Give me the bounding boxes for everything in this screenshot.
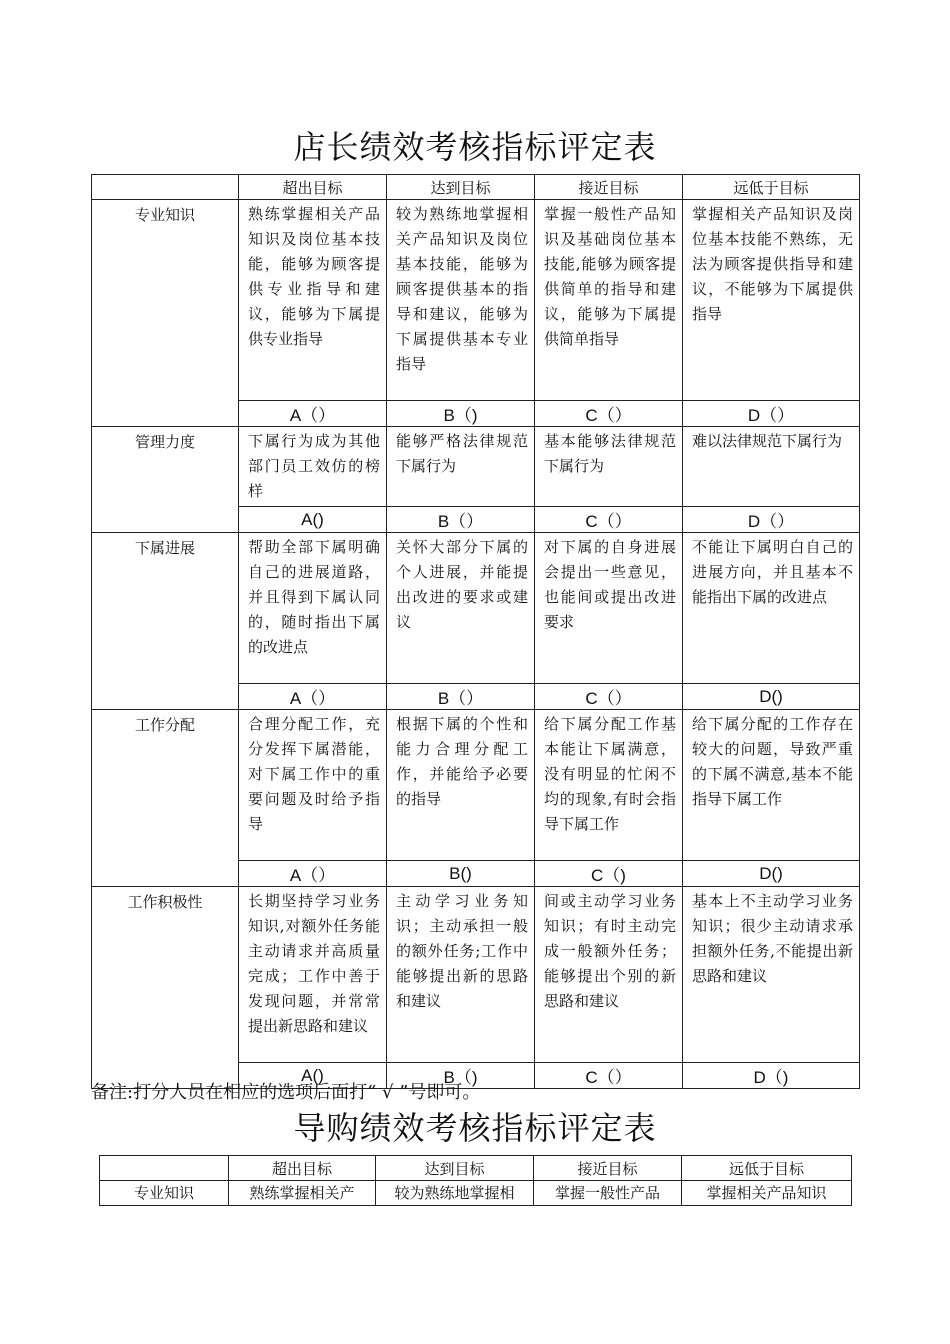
criteria-cell: 较为熟练地掌握相关产品知识及岗位基本技能，能够为顾客提供基本的指导和建议，能够为下属提供基本专业指导: [387, 200, 535, 401]
grade-option-b[interactable]: B（）: [387, 684, 535, 710]
grade-option-d[interactable]: D（）: [683, 507, 860, 533]
grade-option-c[interactable]: C（): [535, 861, 683, 887]
table-row: [92, 200, 860, 401]
page-title: 店长绩效考核指标评定表: [293, 128, 657, 166]
header-exceeds: 超出目标: [229, 1156, 376, 1181]
criteria-cell: 下属行为成为其他部门员工效仿的榜样: [239, 427, 387, 507]
header-meets: 达到目标: [387, 175, 535, 200]
criteria-cell: 掌握一般性产品知识及基础岗位基本技能,能够为顾客提供简单的指导和建议，能够为下属提供简单指导: [535, 200, 683, 401]
criteria-cell: 合理分配工作，充分发挥下属潜能，对下属工作中的重要问题及时给予指导: [239, 710, 387, 861]
grade-option-b[interactable]: B(): [387, 861, 535, 887]
table-row: [100, 1181, 852, 1206]
grade-option-d[interactable]: D(): [683, 861, 860, 887]
grade-option-d[interactable]: D（）: [683, 401, 860, 427]
table-row: [92, 533, 860, 684]
grade-option-a[interactable]: A（）: [239, 401, 387, 427]
criteria-cell: 掌握相关产品知识及岗位基本技能不熟练，无法为顾客提供指导和建议，不能够为下属提供指导: [683, 200, 860, 401]
category-cell: 管理力度: [92, 427, 239, 533]
second-page-title: 导购绩效考核指标评定表: [293, 1109, 657, 1147]
criteria-cell: 基本上不主动学习业务知识；很少主动请求承担额外任务,不能提出新思路和建议: [683, 887, 860, 1063]
criteria-cell: 关怀大部分下属的个人进展，并能提出改进的要求或建议: [387, 533, 535, 684]
grade-option-d[interactable]: D(): [683, 684, 860, 710]
category-cell: 工作积极性: [92, 887, 239, 1089]
criteria-cell: 较为熟练地掌握相: [376, 1181, 534, 1206]
criteria-cell: 主动学习业务知识；主动承担一般的额外任务;工作中能够提出新的思路和建议: [387, 887, 535, 1063]
table-row: [92, 887, 860, 1063]
header-approaches: 接近目标: [535, 175, 683, 200]
header-corner-cell: [92, 175, 239, 200]
criteria-cell: 基本能够法律规范下属行为: [535, 427, 683, 507]
grade-option-c[interactable]: C（）: [535, 684, 683, 710]
criteria-cell: 帮助全部下属明确自己的进展道路，并且得到下属认同的，随时指出下属的改进点: [239, 533, 387, 684]
sales-guide-evaluation-table: [99, 1155, 852, 1206]
criteria-cell: 间或主动学习业务知识；有时主动完成一般额外任务；能够提出个别的新思路和建议: [535, 887, 683, 1063]
header-far-below: 远低于目标: [682, 1156, 852, 1181]
grade-option-b[interactable]: B（): [387, 401, 535, 427]
criteria-cell: 掌握一般性产品: [534, 1181, 682, 1206]
criteria-cell: 难以法律规范下属行为: [683, 427, 860, 507]
criteria-cell: 熟练掌握相关产: [229, 1181, 376, 1206]
criteria-cell: 长期坚持学习业务知识,对额外任务能主动请求并高质量完成；工作中善于发现问题，并常常提出新思路和建议: [239, 887, 387, 1063]
category-cell: 下属进展: [92, 533, 239, 710]
grade-option-d[interactable]: D（): [683, 1063, 860, 1089]
grade-option-b[interactable]: B（): [387, 1063, 535, 1089]
table-header-row: [100, 1156, 852, 1181]
criteria-cell: 给下属分配工作基本能让下属满意，没有明显的忙闲不均的现象,有时会指导下属工作: [535, 710, 683, 861]
criteria-cell: 掌握相关产品知识: [682, 1181, 852, 1206]
category-cell: 专业知识: [92, 200, 239, 427]
grade-option-c[interactable]: C（）: [535, 1063, 683, 1089]
table-header-row: [92, 175, 860, 200]
criteria-cell: 能够严格法律规范下属行为: [387, 427, 535, 507]
category-cell: 工作分配: [92, 710, 239, 887]
criteria-cell: 熟练掌握相关产品知识及岗位基本技能，能够为顾客提供专业指导和建议，能够为下属提供专业指导: [239, 200, 387, 401]
header-far-below: 远低于目标: [683, 175, 860, 200]
header-meets: 达到目标: [376, 1156, 534, 1181]
grade-option-a[interactable]: A(): [239, 1063, 387, 1089]
remark-note: 备注:打分人员在相应的选项后面打“ √ ”号即可。: [91, 1082, 481, 1103]
grade-option-a[interactable]: A（）: [239, 861, 387, 887]
manager-evaluation-table: [91, 174, 860, 1089]
grade-option-a[interactable]: A（）: [239, 684, 387, 710]
grade-option-c[interactable]: C（）: [535, 401, 683, 427]
grade-option-b[interactable]: B（）: [387, 507, 535, 533]
category-cell: 专业知识: [100, 1181, 229, 1206]
header-corner-cell: [100, 1156, 229, 1181]
criteria-cell: 不能让下属明白自己的进展方向，并且基本不能指出下属的改进点: [683, 533, 860, 684]
grade-option-c[interactable]: C（）: [535, 507, 683, 533]
criteria-cell: 根据下属的个性和能力合理分配工作，并能给予必要的指导: [387, 710, 535, 861]
header-exceeds: 超出目标: [239, 175, 387, 200]
header-approaches: 接近目标: [534, 1156, 682, 1181]
table-row: [92, 710, 860, 861]
criteria-cell: 给下属分配的工作存在较大的问题，导致严重的下属不满意,基本不能指导下属工作: [683, 710, 860, 861]
table-row: [92, 427, 860, 507]
grade-option-a[interactable]: A(): [239, 507, 387, 533]
criteria-cell: 对下属的自身进展会提出一些意见，也能间或提出改进要求: [535, 533, 683, 684]
